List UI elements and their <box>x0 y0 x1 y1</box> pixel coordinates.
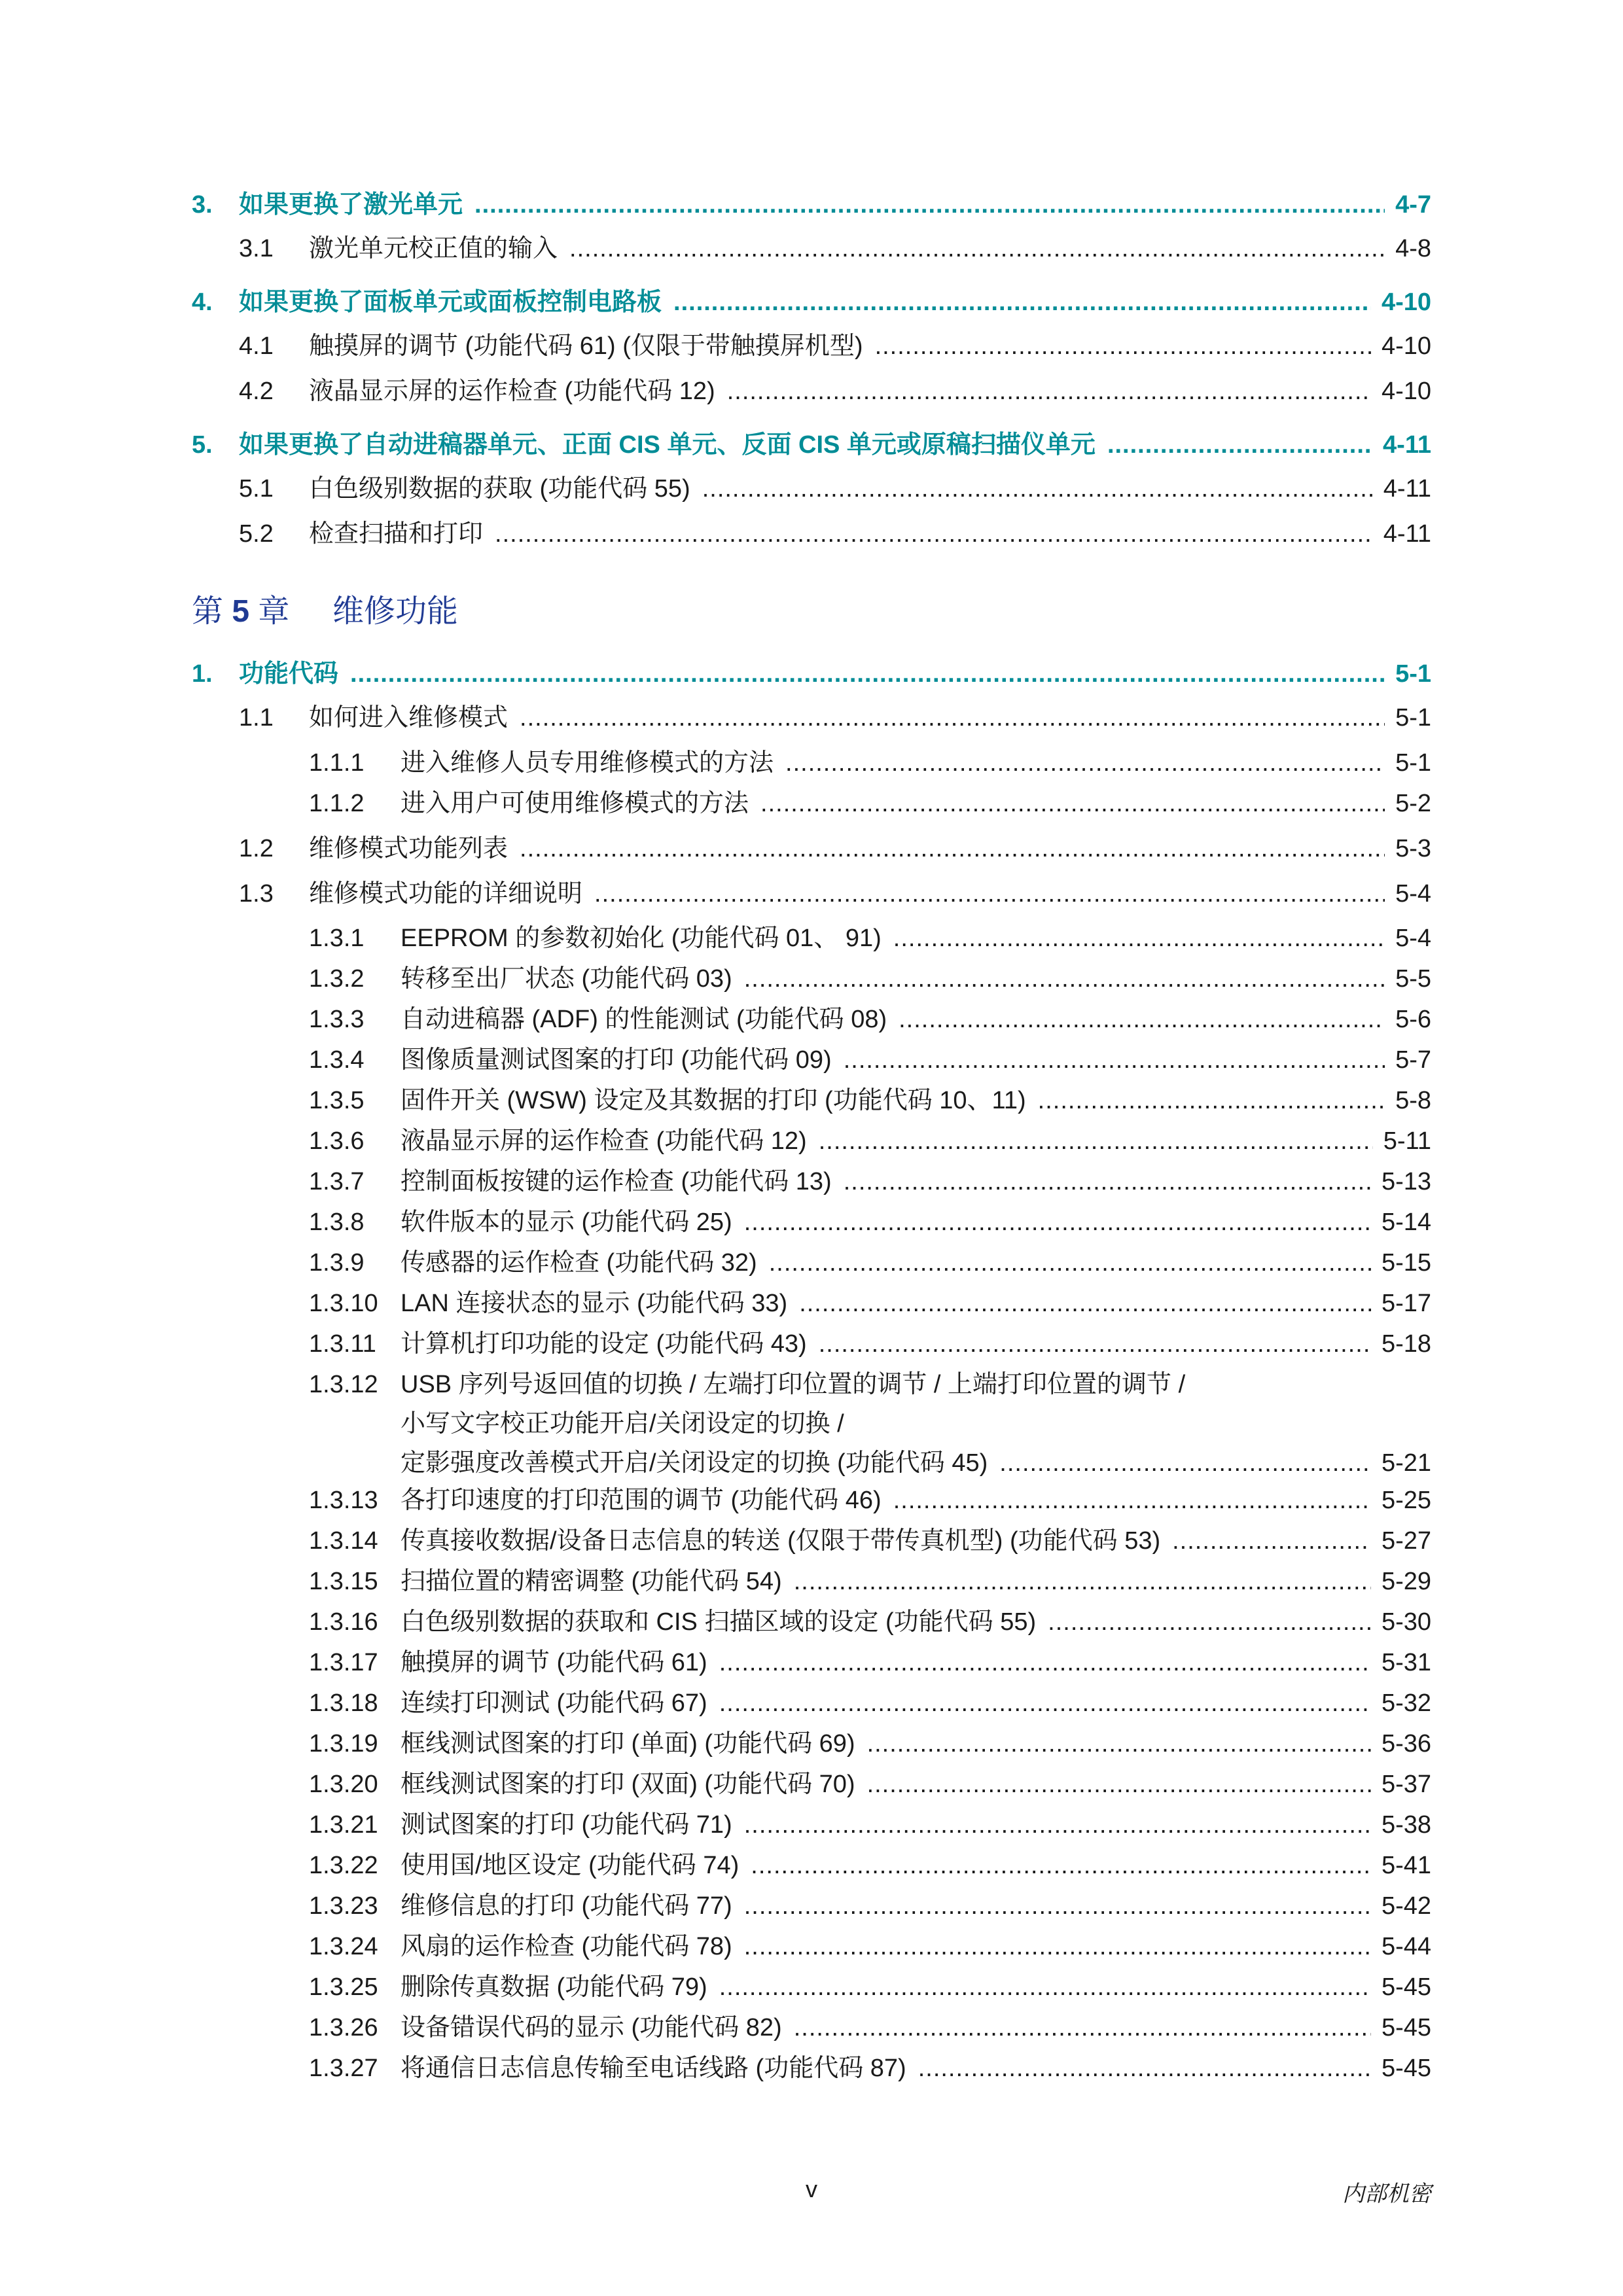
toc-entry[interactable] <box>192 654 1431 694</box>
toc-number: 1.3.11 <box>309 1330 376 1358</box>
toc-page: 5-44 <box>1381 1933 1431 1960</box>
dot-leader <box>769 1243 1371 1282</box>
toc-title: 使用国/地区设定 (功能代码 74) <box>401 1852 740 1879</box>
toc-number: 1.3.9 <box>309 1249 365 1277</box>
toc-number: 1.3.20 <box>309 1771 378 1798</box>
toc-number: 1.3.6 <box>309 1127 365 1155</box>
dot-leader <box>918 2049 1371 2088</box>
dot-leader <box>744 1886 1371 1926</box>
toc-title: 图像质量测试图案的打印 (功能代码 09) <box>401 1046 832 1074</box>
toc-title: 扫描位置的精密调整 (功能代码 54) <box>401 1568 782 1595</box>
toc-number: 5.1 <box>239 475 274 503</box>
dot-leader <box>867 1724 1371 1763</box>
toc-entry[interactable] <box>309 1324 1431 1364</box>
toc-page: 5-45 <box>1381 2055 1431 2082</box>
dot-leader <box>785 743 1385 783</box>
dot-leader <box>744 1203 1371 1242</box>
dot-leader <box>719 1643 1371 1682</box>
toc-page: 4-7 <box>1395 191 1431 219</box>
toc-entry[interactable] <box>239 372 1431 411</box>
toc-number: 1.3.13 <box>309 1487 378 1514</box>
chapter-heading <box>192 589 458 635</box>
toc-page: 5-13 <box>1381 1168 1431 1195</box>
dot-leader <box>844 1162 1371 1201</box>
toc-page: 5-18 <box>1381 1330 1431 1358</box>
toc-number: 1.3.27 <box>309 2055 378 2082</box>
toc-title: 计算机打印功能的设定 (功能代码 43) <box>401 1330 807 1358</box>
toc-entry[interactable] <box>309 1643 1431 1682</box>
chapter-number: 5 <box>232 594 250 629</box>
dot-leader <box>744 1805 1371 1845</box>
toc-title: 如果更换了激光单元 <box>239 191 463 219</box>
toc-page: 4-11 <box>1383 431 1431 459</box>
chapter-title: 维修功能 <box>332 594 459 629</box>
toc-entry[interactable] <box>309 1000 1431 1039</box>
dot-leader <box>751 1846 1371 1885</box>
toc-number: 1.3.15 <box>309 1568 378 1595</box>
toc-number: 1.2 <box>239 835 274 862</box>
dot-leader <box>350 654 1385 694</box>
toc-number: 1.3.4 <box>309 1046 365 1074</box>
toc-entry[interactable] <box>309 1724 1431 1763</box>
toc-entry[interactable] <box>309 1886 1431 1926</box>
dot-leader <box>794 2008 1371 2047</box>
confidential-label: 内部机密 <box>1342 2181 1431 2207</box>
toc-entry[interactable] <box>309 1602 1431 1642</box>
dot-leader <box>819 1122 1373 1161</box>
toc-entry[interactable] <box>239 514 1431 554</box>
toc-page: 5-1 <box>1395 660 1431 688</box>
toc-number: 1.3.12 <box>309 1371 378 1398</box>
toc-page: 5-21 <box>1381 1449 1431 1477</box>
toc-title: LAN 连接状态的显示 (功能代码 33) <box>401 1290 788 1317</box>
toc-title: 激光单元校正值的输入 <box>309 235 558 262</box>
toc-entry[interactable] <box>309 1481 1431 1520</box>
toc-page: 5-32 <box>1381 1689 1431 1717</box>
toc-title-line: 定影强度改善模式开启/关闭设定的切换 (功能代码 45) <box>401 1449 988 1477</box>
toc-title: 白色级别数据的获取 (功能代码 55) <box>309 475 690 503</box>
toc-title: 检查扫描和打印 <box>309 520 484 548</box>
toc-page: 5-27 <box>1381 1527 1431 1555</box>
toc-title: 液晶显示屏的运作检查 (功能代码 12) <box>309 378 715 405</box>
toc-page: 5-17 <box>1381 1290 1431 1317</box>
dot-leader <box>799 1284 1371 1323</box>
toc-entry[interactable] <box>309 1805 1431 1845</box>
toc-number: 4.2 <box>239 378 274 405</box>
toc-page: 5-8 <box>1395 1087 1431 1114</box>
toc-title: 各打印速度的打印范围的调节 (功能代码 46) <box>401 1487 882 1514</box>
dot-leader <box>702 469 1373 508</box>
toc-line <box>309 1404 1431 1443</box>
dot-leader <box>727 372 1371 411</box>
chapter-label: 第 5 章 <box>192 594 290 629</box>
toc-page: 5-30 <box>1381 1608 1431 1636</box>
dot-leader <box>744 959 1385 998</box>
toc-page: 5-37 <box>1381 1771 1431 1798</box>
toc-entry[interactable] <box>309 1243 1431 1282</box>
toc-page: 5-41 <box>1381 1852 1431 1879</box>
toc-number: 1.3.19 <box>309 1730 378 1757</box>
toc-title: EEPROM 的参数初始化 (功能代码 01、 91) <box>401 925 882 952</box>
toc-number: 1. <box>192 660 213 688</box>
toc-page: 5-36 <box>1381 1730 1431 1757</box>
toc-entry[interactable] <box>309 1968 1431 2007</box>
toc-entry[interactable] <box>239 327 1431 366</box>
toc-entry[interactable] <box>239 469 1431 508</box>
toc-entry[interactable] <box>309 919 1431 958</box>
toc-number: 1.3.25 <box>309 1973 378 2001</box>
toc-page: 5-6 <box>1395 1006 1431 1033</box>
toc-page: 5-7 <box>1395 1046 1431 1074</box>
toc-entry[interactable] <box>192 185 1431 224</box>
toc-title-line: 小写文字校正功能开启/关闭设定的切换 / <box>401 1410 844 1438</box>
toc-number: 1.3.24 <box>309 1933 378 1960</box>
dot-leader <box>719 1968 1371 2007</box>
toc-entry[interactable] <box>309 2049 1431 2088</box>
toc-page: 4-10 <box>1381 378 1431 405</box>
toc-title: 白色级别数据的获取和 CIS 扫描区域的设定 (功能代码 55) <box>401 1608 1037 1636</box>
dot-leader <box>1172 1521 1371 1561</box>
toc-entry[interactable] <box>309 1765 1431 1804</box>
toc-entry[interactable] <box>309 743 1431 783</box>
toc-entry[interactable] <box>309 1284 1431 1323</box>
toc-page: 5-42 <box>1381 1892 1431 1920</box>
toc-entry[interactable] <box>239 698 1431 737</box>
dot-leader <box>520 698 1385 737</box>
toc-title: 触摸屏的调节 (功能代码 61) <box>401 1649 707 1676</box>
toc-entry[interactable] <box>309 1040 1431 1080</box>
toc-page: 4-10 <box>1381 289 1431 316</box>
toc-title: 功能代码 <box>239 660 339 688</box>
dot-leader <box>1038 1081 1385 1120</box>
toc-number: 1.3.21 <box>309 1811 378 1839</box>
toc-entry[interactable] <box>309 1203 1431 1242</box>
toc-number: 1.3.23 <box>309 1892 378 1920</box>
dot-leader <box>1107 425 1372 465</box>
toc-number: 1.3.14 <box>309 1527 378 1555</box>
toc-number: 1.3.5 <box>309 1087 365 1114</box>
toc-page: 4-11 <box>1383 520 1431 548</box>
toc-entry[interactable] <box>309 2008 1431 2047</box>
toc-entry[interactable] <box>309 784 1431 823</box>
dot-leader <box>594 874 1385 913</box>
toc-page: 5-2 <box>1395 790 1431 817</box>
page-number: v <box>806 2176 817 2202</box>
toc-title: 固件开关 (WSW) 设定及其数据的打印 (功能代码 10、11) <box>401 1087 1026 1114</box>
toc-page: 5-45 <box>1381 1973 1431 2001</box>
toc-number: 5.2 <box>239 520 274 548</box>
toc-page: 4-8 <box>1395 235 1431 262</box>
dot-leader <box>569 229 1385 268</box>
dot-leader <box>719 1684 1371 1723</box>
toc-number: 1.3.26 <box>309 2014 378 2041</box>
toc-page: 5-31 <box>1381 1649 1431 1676</box>
toc-title: 如果更换了自动进稿器单元、正面 CIS 单元、反面 CIS 单元或原稿扫描仪单元 <box>239 431 1096 459</box>
toc-number: 1.3.16 <box>309 1608 378 1636</box>
toc-page: 5-38 <box>1381 1811 1431 1839</box>
toc-page: 5-1 <box>1395 704 1431 732</box>
toc-entry[interactable] <box>192 283 1431 322</box>
toc-page: 5-15 <box>1381 1249 1431 1277</box>
toc-number: 5. <box>192 431 213 459</box>
toc-title: 将通信日志信息传输至电话线路 (功能代码 87) <box>401 2055 906 2082</box>
toc-number: 1.3.2 <box>309 965 365 993</box>
toc-page: 5-1 <box>1395 749 1431 777</box>
toc-page: 5-4 <box>1395 880 1431 908</box>
dot-leader <box>893 1481 1371 1520</box>
dot-leader <box>794 1562 1371 1601</box>
dot-leader <box>999 1443 1371 1483</box>
toc-title: 框线测试图案的打印 (单面) (功能代码 69) <box>401 1730 855 1757</box>
toc-page: 5-29 <box>1381 1568 1431 1595</box>
toc-number: 1.3.17 <box>309 1649 378 1676</box>
toc-title: 设备错误代码的显示 (功能代码 82) <box>401 2014 782 2041</box>
dot-leader <box>844 1040 1385 1080</box>
toc-title: 连续打印测试 (功能代码 67) <box>401 1689 707 1717</box>
toc-title: 维修模式功能列表 <box>309 835 508 862</box>
toc-number: 1.3.22 <box>309 1852 378 1879</box>
toc-page: 5-45 <box>1381 2014 1431 2041</box>
toc-entry-multiline[interactable] <box>309 1365 1431 1483</box>
toc-number: 1.1 <box>239 704 274 732</box>
dot-leader <box>867 1765 1371 1804</box>
toc-page: 5-11 <box>1383 1127 1431 1155</box>
toc-page: 5-25 <box>1381 1487 1431 1514</box>
toc-title: 液晶显示屏的运作检查 (功能代码 12) <box>401 1127 807 1155</box>
toc-title: 维修模式功能的详细说明 <box>309 880 583 908</box>
toc-entry[interactable] <box>309 1927 1431 1966</box>
dot-leader <box>673 283 1371 322</box>
toc-title: 转移至出厂状态 (功能代码 03) <box>401 965 732 993</box>
toc-entry[interactable] <box>309 1846 1431 1885</box>
toc-number: 1.1.2 <box>309 790 365 817</box>
toc-title: 传真接收数据/设备日志信息的转送 (仅限于带传真机型) (功能代码 53) <box>401 1527 1161 1555</box>
dot-leader <box>893 919 1385 958</box>
toc-entry[interactable] <box>309 959 1431 998</box>
toc-number: 4. <box>192 289 213 316</box>
toc-title-line: USB 序列号返回值的切换 / 左端打印位置的调节 / 上端打印位置的调节 / <box>401 1371 1186 1398</box>
toc-page: 5-14 <box>1381 1209 1431 1236</box>
toc-page: 5-3 <box>1395 835 1431 862</box>
toc-title: 维修信息的打印 (功能代码 77) <box>401 1892 732 1920</box>
toc-number: 1.3.7 <box>309 1168 365 1195</box>
toc-number: 3.1 <box>239 235 274 262</box>
toc-title: 控制面板按键的运作检查 (功能代码 13) <box>401 1168 832 1195</box>
toc-title: 进入用户可使用维修模式的方法 <box>401 790 749 817</box>
toc-number: 1.1.1 <box>309 749 365 777</box>
toc-title: 风扇的运作检查 (功能代码 78) <box>401 1933 732 1960</box>
toc-entry[interactable] <box>239 829 1431 868</box>
toc-number: 1.3.18 <box>309 1689 378 1717</box>
toc-title: 如果更换了面板单元或面板控制电路板 <box>239 289 662 316</box>
toc-entry[interactable] <box>239 874 1431 913</box>
toc-title: 如何进入维修模式 <box>309 704 508 732</box>
toc-entry[interactable] <box>239 229 1431 268</box>
dot-leader <box>474 185 1385 224</box>
toc-page: 5-4 <box>1395 925 1431 952</box>
toc-title: 软件版本的显示 (功能代码 25) <box>401 1209 732 1236</box>
toc-number: 1.3.3 <box>309 1006 365 1033</box>
toc-entry[interactable] <box>309 1684 1431 1723</box>
toc-title: 触摸屏的调节 (功能代码 61) (仅限于带触摸屏机型) <box>309 332 863 360</box>
toc-title: 传感器的运作检查 (功能代码 32) <box>401 1249 757 1277</box>
dot-leader <box>875 327 1371 366</box>
toc-title: 进入维修人员专用维修模式的方法 <box>401 749 774 777</box>
toc-number: 1.3 <box>239 880 274 908</box>
toc-number: 4.1 <box>239 332 274 360</box>
toc-entry[interactable] <box>309 1081 1431 1120</box>
toc-line <box>309 1365 1431 1404</box>
toc-number: 1.3.10 <box>309 1290 378 1317</box>
dot-leader <box>744 1927 1371 1966</box>
toc-number: 1.3.8 <box>309 1209 365 1236</box>
toc-page: 5-5 <box>1395 965 1431 993</box>
toc-page: 4-10 <box>1381 332 1431 360</box>
toc-entry[interactable] <box>309 1122 1431 1161</box>
toc-title: 框线测试图案的打印 (双面) (功能代码 70) <box>401 1771 855 1798</box>
dot-leader <box>819 1324 1371 1364</box>
toc-number: 3. <box>192 191 213 219</box>
toc-title: 自动进稿器 (ADF) 的性能测试 (功能代码 08) <box>401 1006 887 1033</box>
toc-title: 删除传真数据 (功能代码 79) <box>401 1973 707 2001</box>
toc-page: 4-11 <box>1383 475 1431 503</box>
toc-entry[interactable] <box>309 1562 1431 1601</box>
dot-leader <box>899 1000 1385 1039</box>
dot-leader <box>495 514 1373 554</box>
dot-leader <box>520 829 1385 868</box>
toc-entry[interactable] <box>309 1162 1431 1201</box>
toc-line <box>309 1443 1431 1483</box>
dot-leader <box>1048 1602 1371 1642</box>
toc-number: 1.3.1 <box>309 925 365 952</box>
toc-title: 测试图案的打印 (功能代码 71) <box>401 1811 732 1839</box>
toc-entry[interactable] <box>309 1521 1431 1561</box>
dot-leader <box>760 784 1385 823</box>
toc-entry[interactable] <box>192 425 1431 465</box>
